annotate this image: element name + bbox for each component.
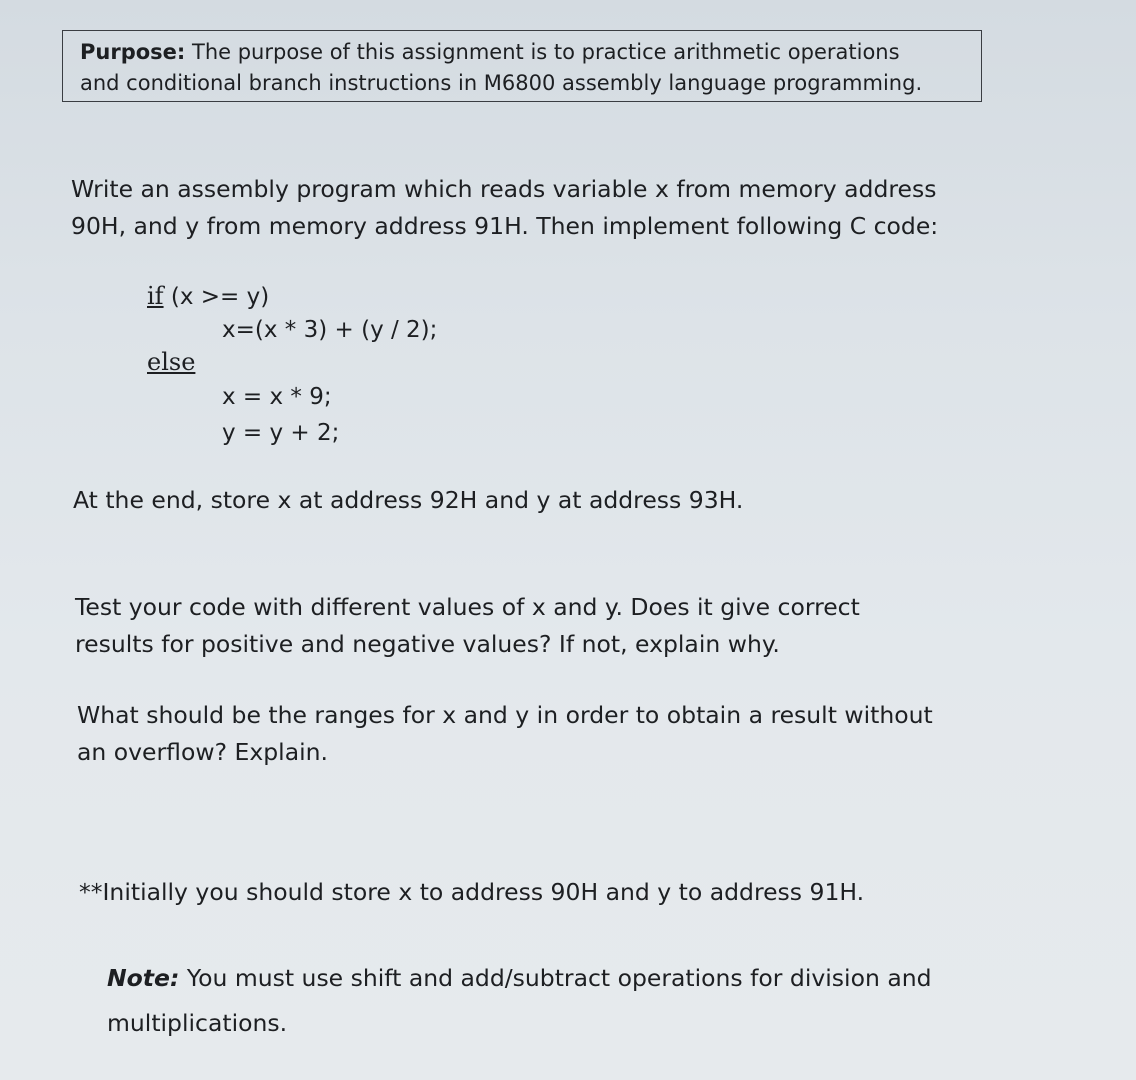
purpose-line-2: and conditional branch instructions in M6800 assembly language programming. [80,71,923,95]
code-else-line [147,347,195,378]
purpose-text-1: The purpose of this assignment is to practice arithmetic operations [185,40,900,64]
initial-note: **Initially you should store x to address 90H and y to address 91H. [79,878,865,906]
code-else-body-2: y = y + 2; [222,420,340,446]
intro-line-1: Write an assembly program which reads variable x from memory address [71,175,937,203]
store-instruction: At the end, store x at address 92H and y at address 93H. [73,486,744,514]
note-label: Note: [107,964,180,992]
purpose-box [62,30,982,102]
purpose-line-1 [80,37,981,68]
if-keyword: if [147,282,164,310]
note-line-2: multiplications. [107,1009,288,1037]
purpose-label: Purpose: [80,40,186,64]
code-if-body: x=(x * 3) + (y / 2); [222,317,438,343]
code-else-body-1: x = x * 9; [222,384,332,410]
test-line-1: Test your code with different values of x and y. Does it give correct [75,593,860,621]
intro-line-2: 90H, and y from memory address 91H. Then implement following C code: [71,212,939,240]
ranges-line-2: an overflow? Explain. [77,738,329,766]
ranges-line-1: What should be the ranges for x and y in order to obtain a result without [77,701,933,729]
test-line-2: results for positive and negative values? If not, explain why. [75,630,780,658]
note-text-1: You must use shift and add/subtract operations for division and [179,964,932,992]
if-condition: (x >= y) [163,284,270,310]
else-keyword: else [147,348,196,376]
code-if-line [147,281,269,312]
note-line-1 [107,960,932,997]
